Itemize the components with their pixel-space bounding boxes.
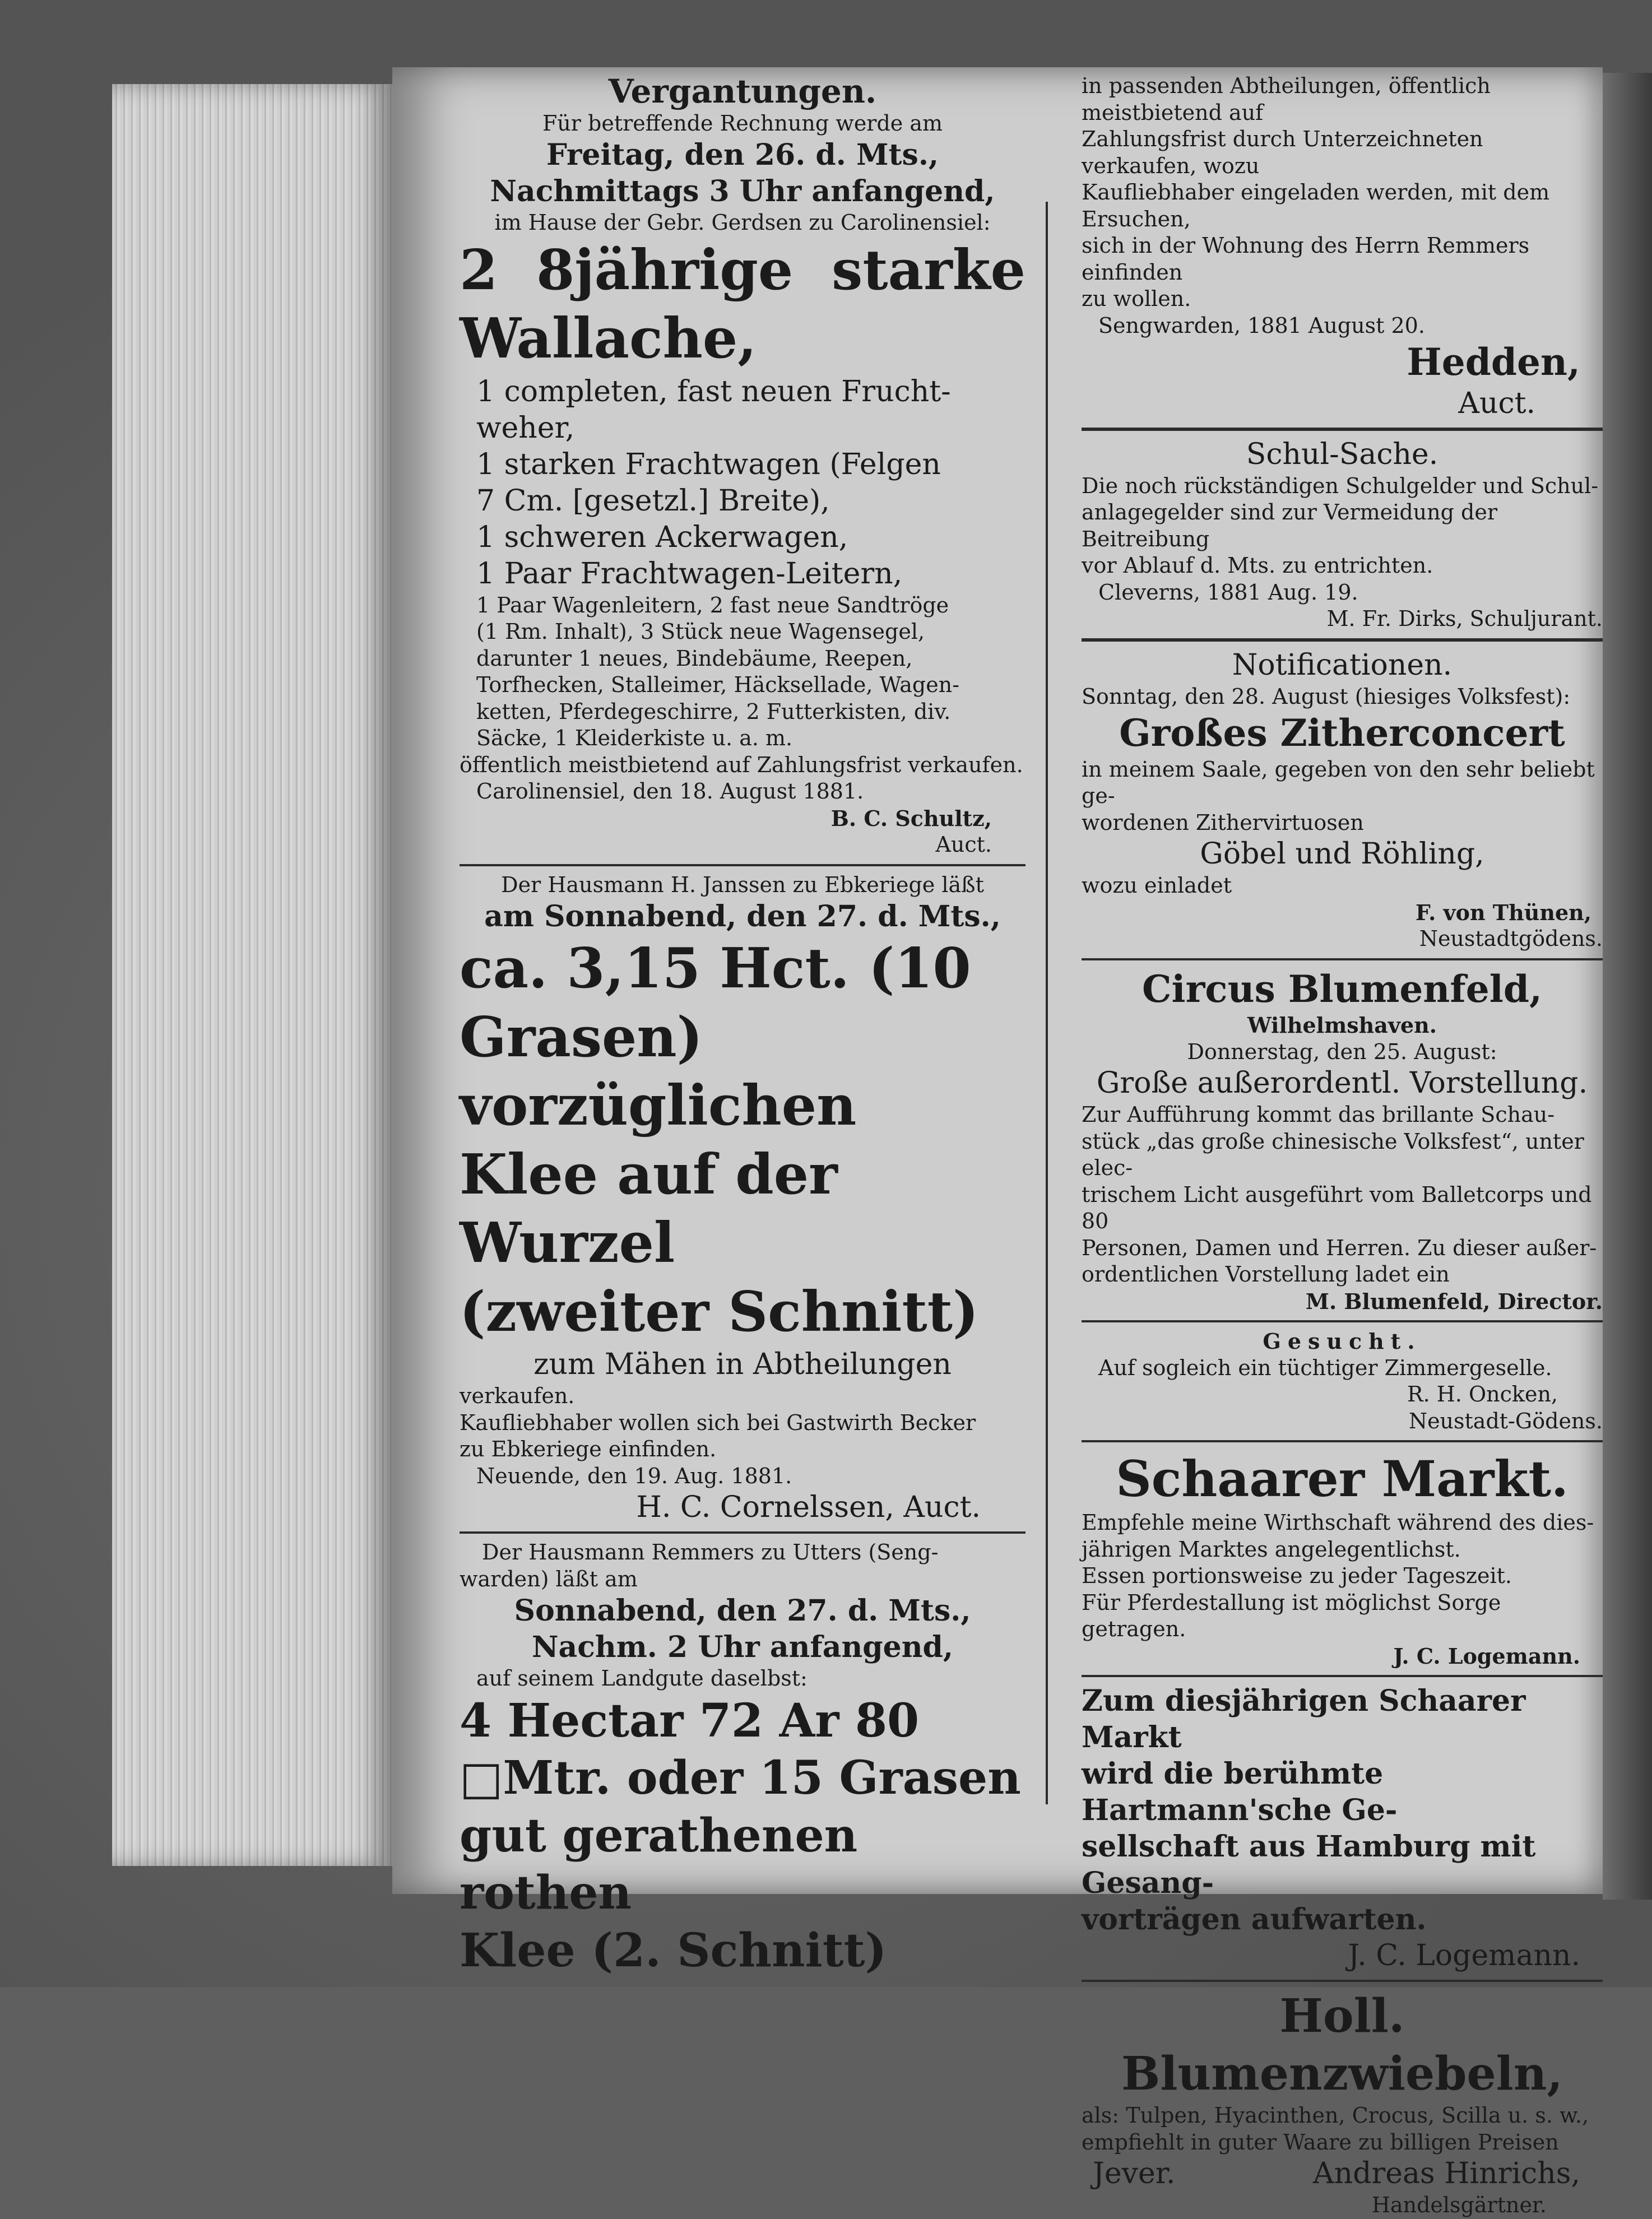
ad-date: am Sonnabend, den 27. d. Mts., [484, 899, 1001, 934]
list-item: (1 Rm. Inhalt), 3 Stück neue Wagensegel, [476, 619, 925, 644]
list-item: vorträgen aufwarten. [1082, 1902, 1427, 1937]
list-item: empfiehlt in guter Waare zu billigen Preisen [1082, 2129, 1559, 2155]
list-item: als: Tulpen, Hyacinthen, Crocus, Scilla u. s. w., [1082, 2103, 1589, 2128]
ad-notificationen [1082, 647, 1603, 953]
list-item: zu Ebkeriege einfinden. [460, 1437, 717, 1462]
list-item: 1 Paar Wagenleitern, 2 fast neue Sandtröge [476, 592, 949, 618]
list-item: vor Ablauf d. Mts. zu entrichten. [1082, 553, 1433, 578]
ad-continuation [1082, 73, 1603, 422]
ad-small-lines [460, 592, 1025, 752]
ad-heading: Notificationen. [1232, 648, 1453, 682]
list-item: verkaufen. [460, 1384, 575, 1409]
ad-place: auf seinem Landgute daselbst: [476, 1666, 808, 1691]
list-item: 4 Hectar 72 Ar 80 [460, 1693, 920, 1748]
ad-klee-janssen [460, 872, 1025, 1526]
ad-place: im Hause der Gebr. Gerdsen zu Carolinensiel: [494, 210, 991, 235]
ad-title: Circus Blumenfeld, [1142, 967, 1542, 1011]
ad-signer: M. Fr. Dirks, Schuljurant. [1326, 606, 1603, 631]
ad-lines [1082, 756, 1603, 837]
ad-dateline: Neuende, den 19. Aug. 1881. [476, 1463, 792, 1488]
divider [1082, 1440, 1603, 1442]
book-page-edges [112, 84, 392, 1866]
ad-date: Freitag, den 26. d. Mts., [546, 138, 939, 173]
list-item: Zahlungsfrist durch Unterzeichneten verkaufen, wozu [1082, 127, 1483, 178]
ad-schaarer-markt [1082, 1448, 1603, 1669]
ad-intro: Der Hausmann H. Janssen zu Ebkeriege läßt [501, 872, 984, 897]
list-item: 7 Cm. [gesetzl.] Breite), [476, 484, 830, 518]
ad-signer: R. H. Oncken, [1407, 1382, 1558, 1406]
ad-items [460, 374, 1025, 592]
ad-footer [1082, 2156, 1603, 2192]
ad-signer: J. C. Logemann. [1348, 1939, 1580, 1972]
ad-signer-place: Neustadt-Gödens. [1408, 1408, 1603, 1433]
list-item: 1 completen, fast neuen Frucht- [476, 374, 951, 408]
ad-signer: H. C. Cornelssen, Auct. [636, 1491, 981, 1525]
list-item: sellschaft aus Hamburg mit Gesang- [1082, 1830, 1536, 1900]
list-item: 1 Paar Frachtwagen-Leitern, [476, 556, 903, 591]
ad-big-lines [460, 935, 1025, 1347]
ad-dateline: Cleverns, 1881 Aug. 19. [1098, 579, 1358, 605]
list-item: Kaufliebhaber eingeladen werden, mit dem Ersuchen, [1082, 180, 1550, 231]
ad-signer: Hedden, [1407, 340, 1580, 384]
list-item: Für Pferdestallung ist möglichst Sorge getragen. [1082, 1590, 1501, 1641]
ad-signer-title: Auct. [935, 832, 992, 857]
list-item: darunter 1 neues, Bindebäume, Reepen, [476, 646, 913, 671]
ad-hartmann-gesellschaft [1082, 1683, 1603, 1974]
ad-heading: Vergantungen. [608, 72, 877, 110]
list-item: ca. 3,15 Hct. (10 [460, 936, 971, 1001]
list-item: trischem Licht ausgeführt vom Balletcorps und 80 [1082, 1182, 1592, 1233]
ad-signer: F. von Thünen, [1415, 899, 1591, 925]
ad-time: Nachm. 2 Uhr anfangend, [532, 1630, 953, 1665]
ad-signer: Andreas Hinrichs, [1313, 2157, 1580, 2190]
list-item: gut gerathenen rothen [460, 1808, 858, 1920]
divider [460, 1531, 1025, 1534]
ad-invite: wozu einladet [1082, 873, 1232, 898]
ad-date: Sonnabend, den 27. d. Mts., [514, 1594, 971, 1628]
ad-item-big: 2 8jährige starke [460, 238, 1025, 303]
ad-intro: Für betreffende Rechnung werde am [542, 110, 943, 136]
ad-place: Wilhelmshaven. [1247, 1013, 1437, 1038]
divider [460, 864, 1025, 866]
ad-mid: zum Mähen in Abtheilungen [533, 1348, 952, 1382]
ad-heading: Gesucht. [1263, 1329, 1422, 1354]
ad-signer-title: Handelsgärtner. [1371, 2193, 1547, 2217]
ad-time: Nachmittags 3 Uhr anfangend, [490, 174, 995, 209]
list-item: zu wollen. [1082, 286, 1191, 311]
list-item: Torfhecken, Stalleimer, Häcksellade, Wagen- [476, 672, 960, 698]
ad-lines [1082, 473, 1603, 579]
ad-signer-place: Neustadtgödens. [1419, 926, 1603, 951]
ad-dateline: Carolinensiel, den 18. August 1881. [476, 779, 864, 804]
ad-small-lines [460, 1383, 1025, 1463]
ad-title: Schaarer Markt. [1116, 1450, 1569, 1508]
list-item: in meinem Saale, gegeben von den sehr beliebt ge- [1082, 756, 1595, 808]
divider [1082, 638, 1603, 642]
ad-lines [1082, 1510, 1603, 1643]
divider [1082, 428, 1603, 431]
list-item: Säcke, 1 Kleiderkiste u. a. m. [476, 726, 793, 751]
ad-signer: B. C. Schultz, [830, 805, 992, 831]
ad-vergantungen [460, 73, 1025, 858]
ad-line: Auf sogleich ein tüchtiger Zimmergeselle. [1098, 1355, 1552, 1380]
ad-big-lines [460, 1692, 1025, 1980]
ad-closing: öffentlich meistbietend auf Zahlungsfrist verkaufen. [460, 752, 1023, 777]
list-item: Empfehle meine Wirthschaft während des dies- [1082, 1510, 1594, 1535]
ad-date: Donnerstag, den 25. August: [1187, 1039, 1497, 1064]
list-item: anlagegelder sind zur Vermeidung der Beitreibung [1082, 500, 1497, 551]
ad-signer: M. Blumenfeld, Director. [1305, 1288, 1603, 1314]
ad-title: Großes Zitherconcert [1119, 711, 1565, 755]
divider [1082, 958, 1603, 960]
list-item: ketten, Pferdegeschirre, 2 Futterkisten, div. [476, 699, 951, 724]
right-column [1082, 73, 1603, 2219]
list-item: ordentlichen Vorstellung ladet ein [1082, 1262, 1450, 1287]
ad-schul-sache [1082, 437, 1603, 633]
ad-show: Große außerordentl. Vorstellung. [1096, 1066, 1588, 1100]
list-item: 1 starken Frachtwagen (Felgen [476, 447, 941, 481]
ad-date: Sonntag, den 28. August (hiesiges Volksfest): [1082, 684, 1571, 709]
list-item: 1 schweren Ackerwagen, [476, 520, 848, 554]
list-item: Personen, Damen und Herren. Zu dieser außer- [1082, 1235, 1597, 1260]
ad-intro: Der Hausmann Remmers zu Utters (Seng- [482, 1540, 939, 1565]
list-item: sich in der Wohnung des Herrn Remmers einfinden [1082, 233, 1530, 285]
ad-lines [1082, 1683, 1603, 1938]
list-item: Zur Aufführung kommt das brillante Schau- [1082, 1102, 1555, 1127]
list-item: Die noch rückständigen Schulgelder und Schul- [1082, 473, 1599, 498]
page-gutter [1603, 73, 1652, 1900]
ad-intro: warden) läßt am [460, 1566, 638, 1591]
ad-signer: J. C. Logemann. [1393, 1643, 1580, 1669]
ad-artists: Göbel und Röhling, [1200, 837, 1484, 871]
list-item: Zum diesjährigen Schaarer Markt [1082, 1684, 1526, 1754]
ad-lines [1082, 2102, 1603, 2156]
column-divider [1046, 202, 1048, 1804]
list-item: in passenden Abtheilungen, öffentlich meistbietend auf [1082, 73, 1491, 125]
ad-klee-remmers [460, 1539, 1025, 1979]
list-item: jährigen Marktes angelegentlichst. [1082, 1536, 1461, 1562]
ad-lines [1082, 73, 1603, 313]
ad-item-big2: Wallache, [460, 307, 757, 372]
list-item: weher, [476, 411, 575, 445]
list-item: Essen portionsweise zu jeder Tageszeit. [1082, 1563, 1512, 1588]
ad-signer-title: Auct. [1458, 386, 1535, 420]
divider [1082, 1980, 1603, 1982]
divider [1082, 1320, 1603, 1322]
ad-blumenzwiebeln [1082, 1988, 1603, 2219]
ad-dateline: Sengwarden, 1881 August 20. [1098, 313, 1425, 338]
list-item: □Mtr. oder 15 Grasen [460, 1751, 1021, 1805]
list-item: (zweiter Schnitt) [460, 1279, 979, 1344]
ad-title: Holl. Blumenzwiebeln, [1121, 1989, 1563, 2101]
ad-circus [1082, 966, 1603, 1315]
ad-gesucht [1082, 1328, 1603, 1435]
list-item: wordenen Zithervirtuosen [1082, 810, 1364, 835]
left-column [460, 73, 1025, 1979]
ad-place: Jever. [1093, 2157, 1176, 2190]
ad-lines [1082, 1102, 1603, 1288]
ad-heading: Schul-Sache. [1246, 437, 1438, 471]
divider [1082, 1675, 1603, 1677]
list-item: stück „das große chinesische Volksfest“, unter elec- [1082, 1129, 1584, 1180]
list-item: Klee (2. Schnitt) [460, 1923, 887, 1977]
list-item: Grasen) vorzüglichen [460, 1005, 857, 1139]
list-item: Klee auf der Wurzel [460, 1142, 838, 1276]
list-item: Kaufliebhaber wollen sich bei Gastwirth Becker [460, 1410, 976, 1435]
list-item: wird die berühmte Hartmann'sche Ge- [1082, 1757, 1398, 1827]
